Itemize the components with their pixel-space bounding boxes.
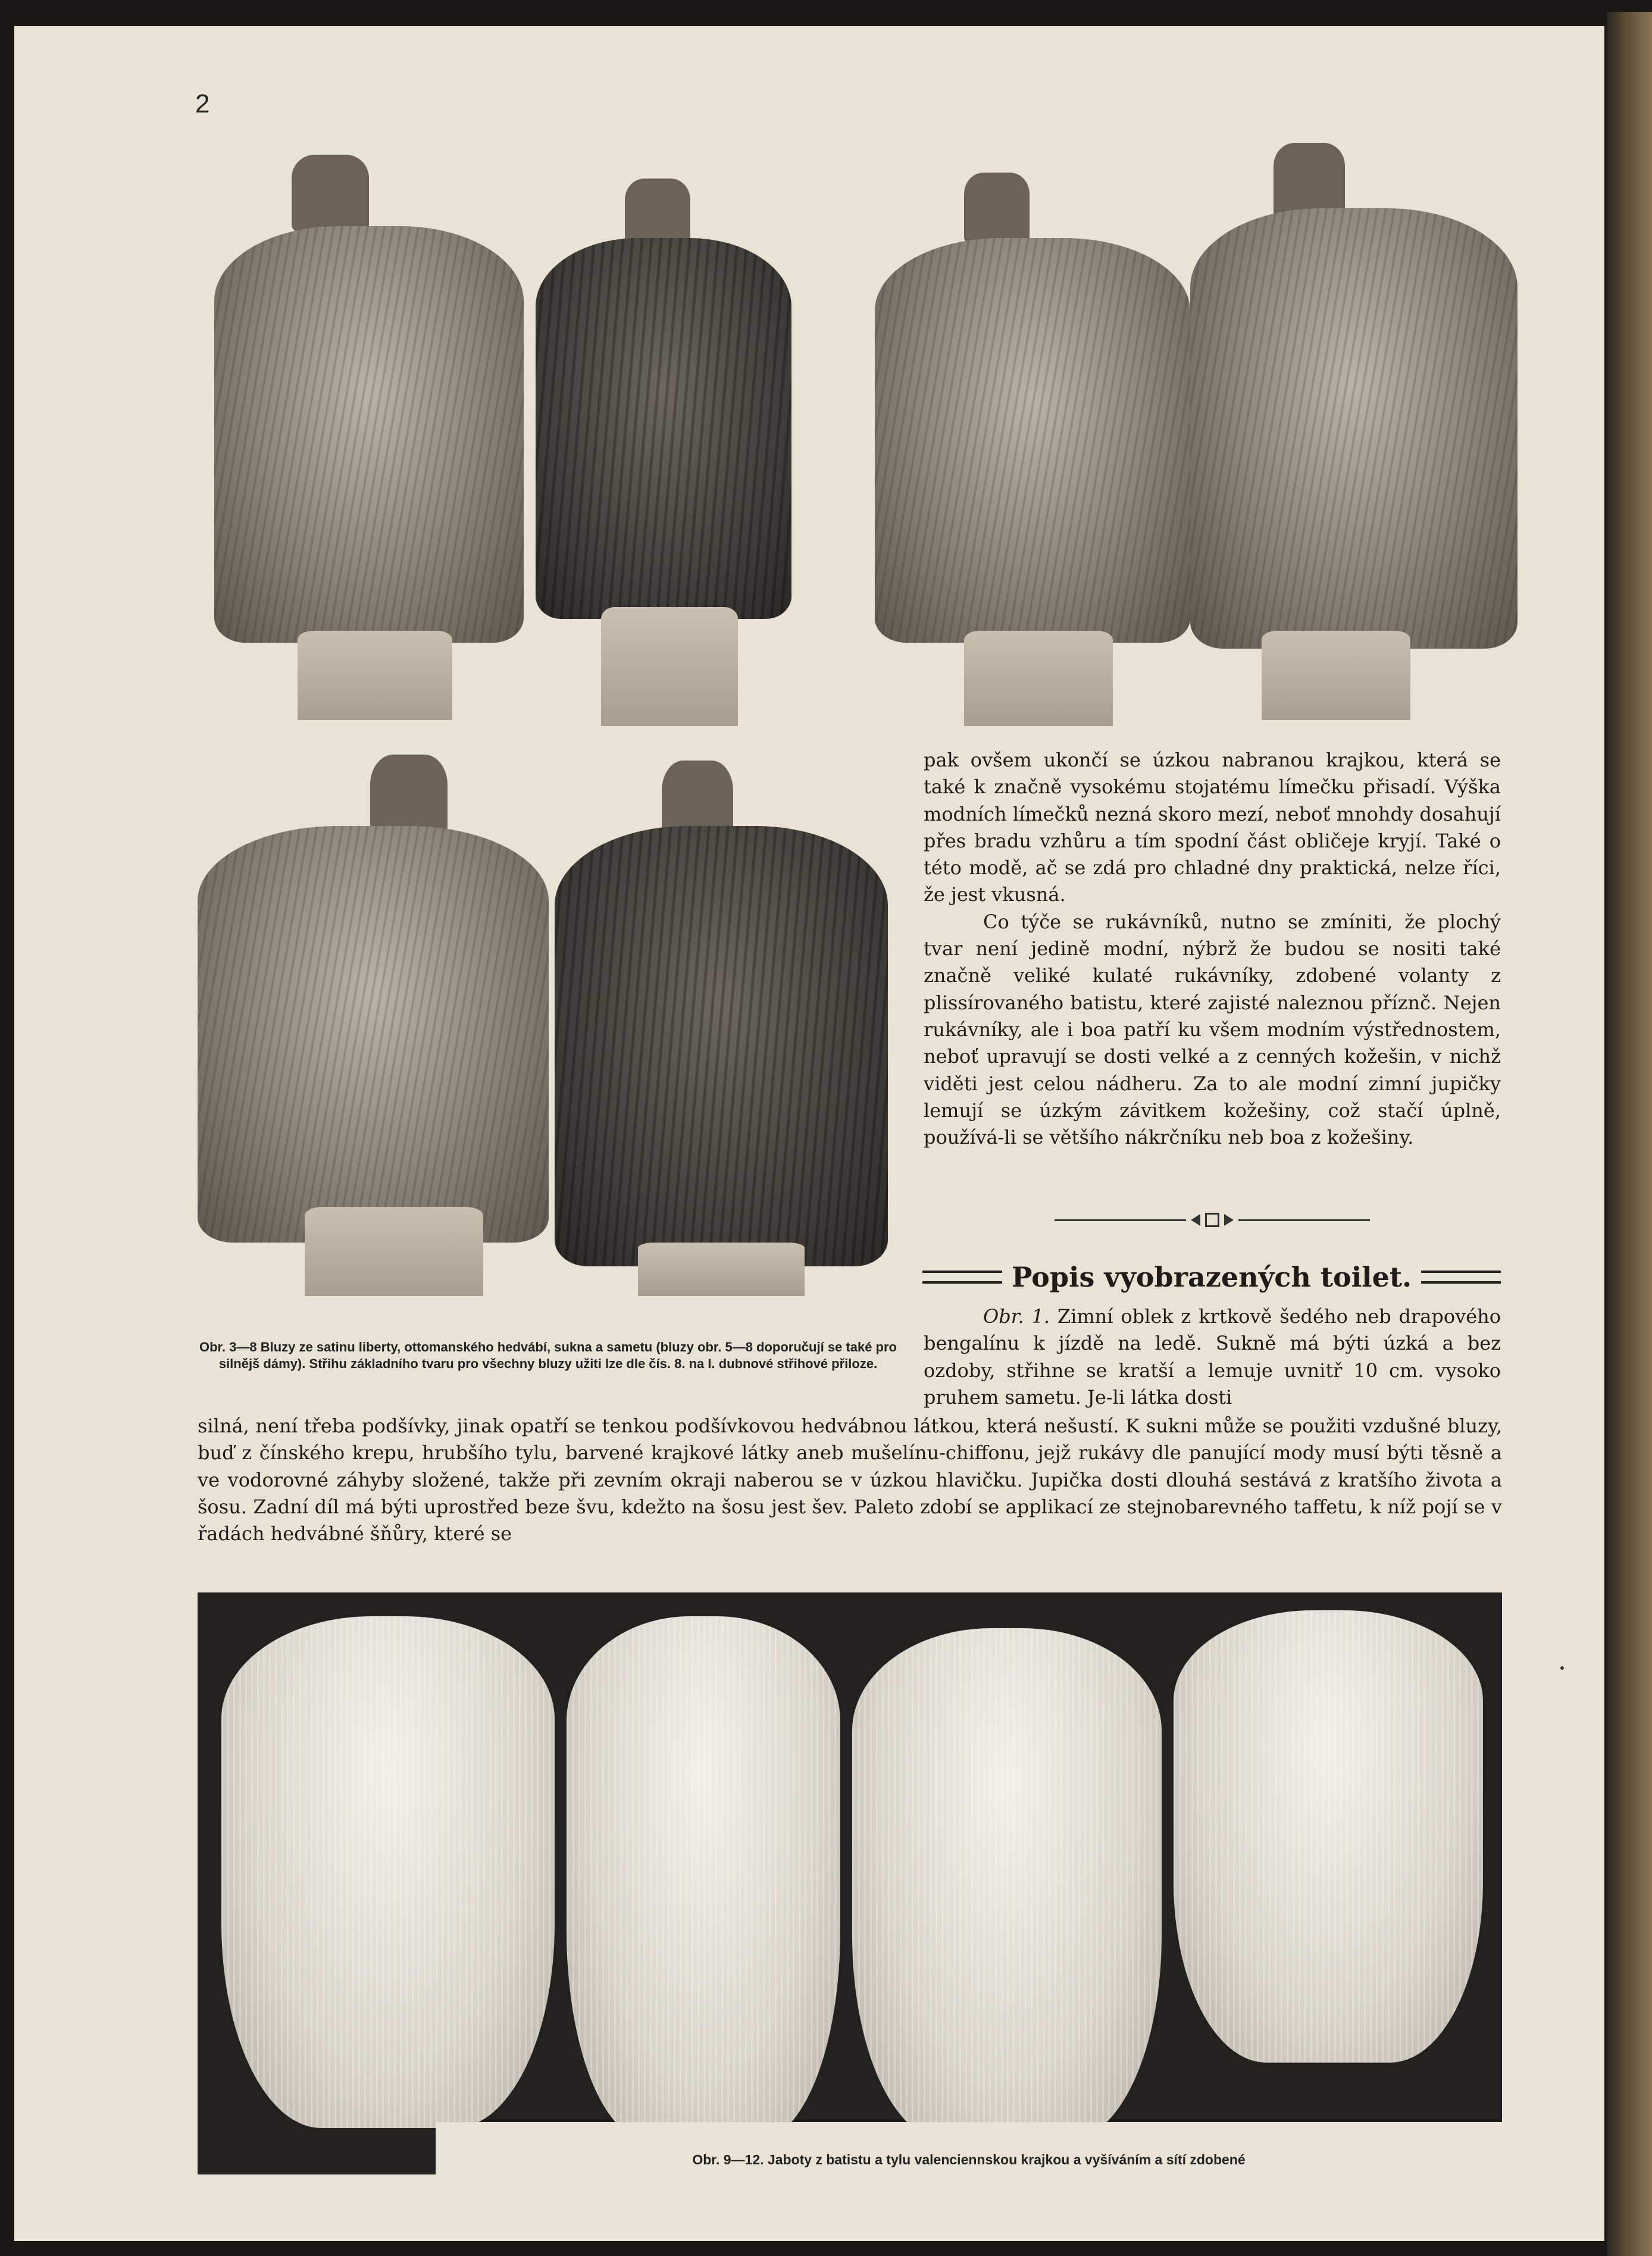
engraving-blouses-5-6-icon [198,755,894,1296]
page-number: 2 [195,89,210,118]
book-spine [1607,12,1652,2256]
section-heading-text: Popis vyobrazených toilet. [1011,1261,1412,1293]
article-paragraph-1 [924,747,1501,1151]
section-ornament [1055,1208,1370,1232]
page-mark [1560,1666,1564,1670]
figure-caption-3-8: Obr. 3—8 Bluzy ze satinu liberty, ottomanského hedvábí, sukna a sametu (bluzy obr. 5—8 doporučují se také pro silnějš dámy). Střihu základního tvaru pro všechny bluzy užiti lze dle čís. 8. na I. dubnové střihové přiloze. [199,1340,897,1371]
caption-strip [436,2122,1502,2177]
figure-reference: Obr. 1. [983,1305,1050,1328]
article-paragraph-obr1 [924,1303,1501,1411]
paragraph-collars: pak ovšem ukončí se úzkou nabranou krajkou, která se také k značně vysokému stojatému límečku přisadí. Výška modních límečků nezná skoro mezí, neboť mnohdy dosahují přes bradu vzhůru a tím spodní část obličeje kryjí. Také o této modě, ač se zdá pro chladné dny praktická, nelze říci, že jest vkusná. [924,749,1501,906]
paragraph-muffs: Co týče se rukávníků, nutno se zmíniti, že plochý tvar není jedině modní, nýbrž že budou se nositi také značně veliké kulaté rukávníky, zdobené volanty z plissírovaného batistu, které zajisté naleznou příznč. Nejen rukávníky, ale i boa patří ku všem modním výstřednostem, neboť upravují se dosti velké a z cenných kožešin, v nichž viděti jest celou nádheru. Za to ale modní zimní jupičky lemují se úzkým závitkem kožešiny, což stačí úplně, používá-li se většího nákrčníku neb boa z kožešiny. [924,910,1501,1149]
article-paragraph-full-width: silná, není třeba podšívky, jinak opatří se tenkou podšívkovou hedvábnou látkou, která nešustí. K sukni může se použiti vzdušné bluzy, buď z čínského krepu, hrubšího tylu, barvené krajkové látky aneb mušelínu-chiffonu, jejž rukávy dle panující mody musí býti těsně a ve vodorovné záhyby složené, takže při zevním okraji naberou se v úzkou hlavičku. Jupička dosti dlouhá sestává z kratšího života a šosu. Zadní díl má býti uprostřed beze švu, kdežto na šosu jest šev. Paleto zdobí se applikací ze stejnobarevného taffetu, k níž pojí se v řadách hedvábné šňůry, které se [198,1415,1502,1545]
paragraph-obr1-text: Zimní oblek z krtkově šedého neb drapového bengalínu k jízdě na ledě. Sukně má býti úzká a bez ozdoby, střihne se kratší a lemuje uvnitř 10 cm. vysoko pruhem sametu. Je-li látka dosti [924,1305,1501,1409]
section-heading [922,1258,1501,1296]
engraving-blouses-1-4-icon [208,143,1518,726]
photograph-jabots-icon [198,1592,1502,2174]
figure-caption-9-12: Obr. 9—12. Jaboty z batistu a tylu valenciennskou krajkou a vyšíváním a sítí zdobené [692,2152,1246,2167]
